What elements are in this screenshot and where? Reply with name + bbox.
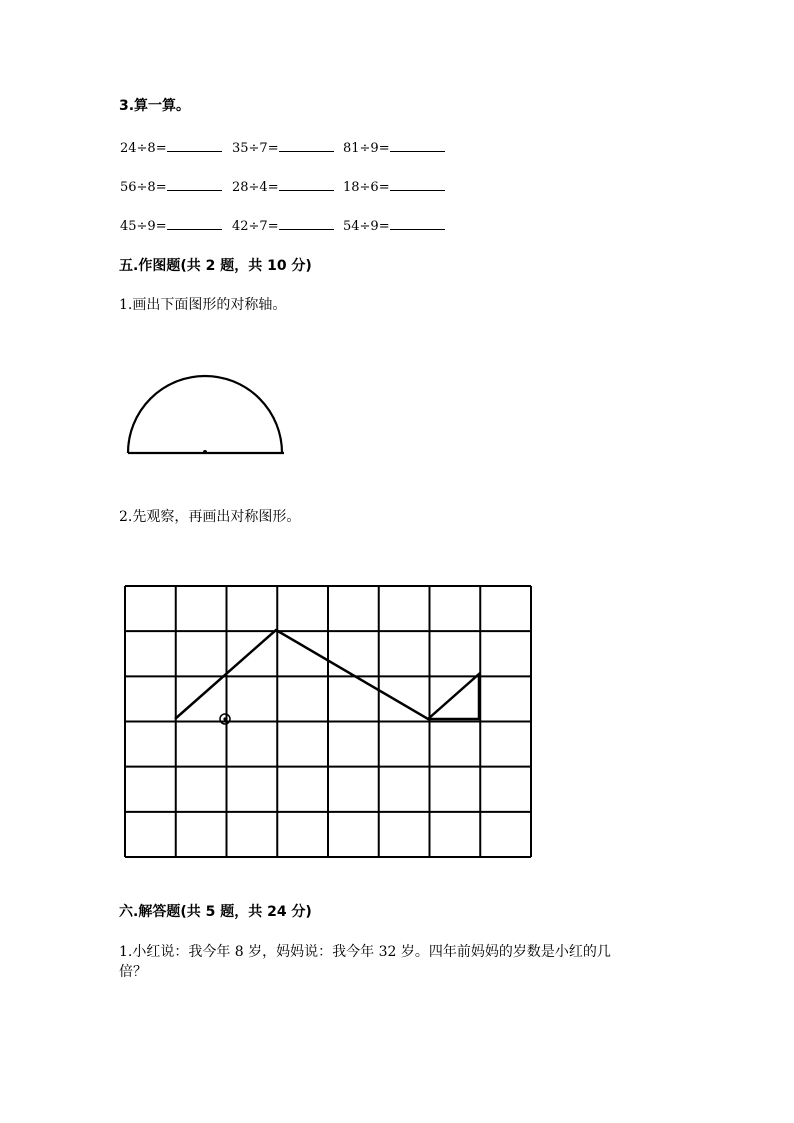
question-6-1-line2: 倍？ bbox=[119, 964, 147, 980]
section-6-heading: 六.解答题(共 5 题，共 24 分) bbox=[119, 904, 312, 920]
center-dot bbox=[203, 450, 207, 454]
division-problem bbox=[343, 139, 445, 157]
problem-text: 24÷8= bbox=[120, 141, 167, 156]
problem-text: 81÷9= bbox=[343, 141, 390, 156]
question-3-title: 3.算一算。 bbox=[119, 98, 191, 114]
grid-lines bbox=[125, 586, 531, 857]
question-6-1-line1: 1.小红说：我今年 8 岁，妈妈说：我今年 32 岁。四年前妈妈的岁数是小红的几 bbox=[119, 944, 611, 960]
division-problem bbox=[343, 217, 445, 235]
problem-text: 18÷6= bbox=[343, 180, 390, 195]
division-problem bbox=[343, 178, 445, 196]
answer-blank[interactable] bbox=[167, 139, 222, 152]
grid-figure bbox=[124, 585, 534, 860]
problem-text: 45÷9= bbox=[120, 219, 167, 234]
problem-text: 42÷7= bbox=[232, 219, 279, 234]
division-problem bbox=[232, 217, 334, 235]
question-5-2-text: 2.先观察，再画出对称图形。 bbox=[119, 509, 301, 525]
answer-blank[interactable] bbox=[167, 178, 222, 191]
question-5-1-text: 1.画出下面图形的对称轴。 bbox=[119, 297, 287, 313]
division-problem bbox=[120, 217, 222, 235]
problem-text: 35÷7= bbox=[232, 141, 279, 156]
answer-blank[interactable] bbox=[279, 217, 334, 230]
symmetry-point-center bbox=[223, 717, 226, 720]
division-problem bbox=[120, 139, 222, 157]
problem-text: 56÷8= bbox=[120, 180, 167, 195]
answer-blank[interactable] bbox=[279, 178, 334, 191]
division-problem bbox=[120, 178, 222, 196]
answer-blank[interactable] bbox=[390, 139, 445, 152]
answer-blank[interactable] bbox=[167, 217, 222, 230]
section-5-heading: 五.作图题(共 2 题，共 10 分) bbox=[119, 258, 312, 274]
problem-text: 54÷9= bbox=[343, 219, 390, 234]
problem-text: 28÷4= bbox=[232, 180, 279, 195]
answer-blank[interactable] bbox=[390, 217, 445, 230]
semicircle-figure bbox=[120, 365, 295, 465]
division-problem bbox=[232, 139, 334, 157]
answer-blank[interactable] bbox=[279, 139, 334, 152]
answer-blank[interactable] bbox=[390, 178, 445, 191]
division-problem bbox=[232, 178, 334, 196]
semicircle-arc bbox=[128, 376, 282, 453]
